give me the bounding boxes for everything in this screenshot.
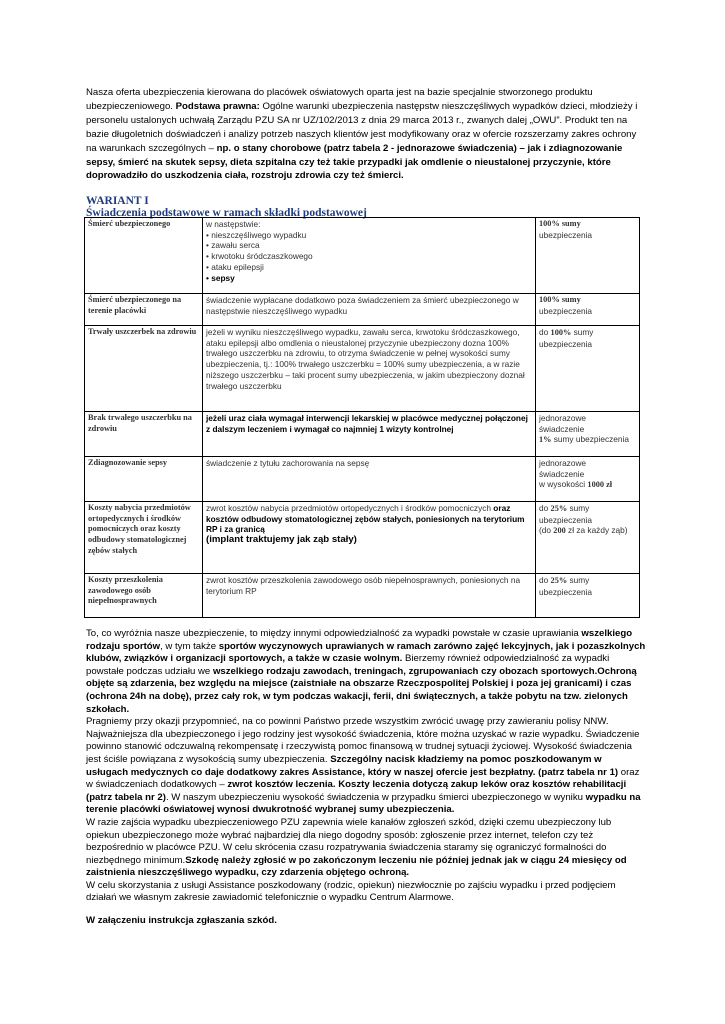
amount-value: 1000 zł: [587, 480, 613, 490]
table-row: [85, 574, 640, 618]
text: Pragniemy przy okazji przypomnieć, na co powinni Państwo przede wszystkim zwrócić uwagę przy zawieraniu polisy NNW. Najważniejsza dla ubezpieczonego i jego rodziny jest wysokość świadczenia, które można uzyskać w razie wypadku. Świadczenie powinno stanowić odczuwalną rekompensatę i rzeczywistą pomoc finansową w trudnej sytuacji życiowej. Wysokość świadczenia jest ściśle powiązana z wysokością sumy ubezpieczenia.: [86, 716, 640, 765]
text-bold: Szczególny nacisk kładziemy na pomoc poszkodowanym w usługach medycznych co daje dodatkowy zakres Assistance, który w naszej ofercie jest bezpłatny. (patrz tabela nr 1): [86, 753, 619, 778]
benefit-description: [203, 218, 536, 294]
outro-paragraph-3: [86, 817, 646, 880]
benefit-description: zwrot kosztów przeszkolenia zawodowego osób niepełnosprawnych, poniesionych na terytorium RP: [203, 574, 536, 618]
list-item: • nieszczęśliwego wypadku: [206, 229, 307, 240]
text: Bierzemy również odpowiedzialność za wypadki powstałe podczas udziału we: [86, 653, 610, 677]
benefit-name: Brak trwałego uszczerbku na zdrowiu: [85, 412, 203, 457]
amount-line: 100% sumy: [539, 295, 581, 304]
attachment-note: W załączeniu instrukcja zgłaszania szkód.: [86, 915, 277, 926]
benefit-amount: [536, 502, 640, 574]
amount-line: 100% sumy: [539, 219, 581, 228]
benefit-name: Koszty nabycia przedmiotów ortopedycznych i środków pomocniczych oraz koszty odbudowy stomatologicznej zębów stałych: [85, 502, 203, 574]
amount-text: do: [539, 503, 551, 513]
amount-value: 200: [553, 526, 566, 536]
amount-text: (do: [539, 525, 554, 536]
desc-intro: w następstwie:: [206, 219, 261, 229]
amount-line: świadczenie: [539, 423, 585, 434]
table-row: [85, 294, 640, 326]
amount-text: sumy ubezpieczenia: [551, 434, 629, 445]
amount-line: ubezpieczenia: [539, 586, 593, 597]
amount-line: [539, 525, 636, 537]
text: , w tym także: [160, 640, 219, 652]
benefit-amount: [536, 294, 640, 326]
amount-text: do: [539, 327, 551, 337]
amount-line: ubezpieczenia: [539, 305, 593, 316]
text: oraz w świadczeniach dodatkowych –: [86, 766, 640, 791]
desc-text: zwrot kosztów nabycia przedmiotów ortopedycznych i środków pomocniczych: [206, 503, 494, 513]
amount-value: 25%: [550, 504, 568, 513]
desc-text-bold: oraz kosztów odbudowy stomatologicznej zębów stałych, poniesionych na terytorium RP i za granicą: [206, 503, 525, 535]
benefit-description: świadczenie wypłacane dodatkowo poza świadczeniem za śmierć ubezpieczonego w następstwie nieszczęśliwego wypadku: [203, 294, 536, 326]
table-row: [85, 326, 640, 412]
amount-line: [539, 575, 636, 587]
list-item: • ataku epilepsji: [206, 261, 264, 272]
table-row: [85, 412, 640, 457]
amount-line: świadczenie: [539, 468, 585, 479]
amount-line: [539, 327, 636, 339]
amount-value: 100%: [550, 328, 572, 337]
amount-line: [539, 503, 636, 515]
amount-text: zł za każdy ząb): [565, 525, 628, 536]
amount-line: ubezpieczenia: [539, 338, 593, 349]
cause-list: [206, 230, 532, 284]
outro-paragraph-4: W celu skorzystania z usługi Assistance poszkodowany (rodzic, opiekun) niezwłocznie po zajściu wypadku i przed podjęciem działań we własnym zakresie zawiadomić telefonicznie o wypadku Centrum Alarmowe.: [86, 879, 616, 904]
list-item: • zawału serca: [206, 240, 260, 251]
intro-text: Nasza oferta ubezpieczenia kierowana do placówek oświatowych oparta jest na bazie specjalnie stworzonego produktu ubezpieczeniowego.: [86, 87, 593, 112]
table-row: [85, 502, 640, 574]
amount-text: w wysokości: [539, 479, 588, 490]
text-bold: Szkodę należy zgłosić w po zakończonym leczeniu nie później jednak jak w ciągu 24 miesięcy od zaistnienia nieszczęśliwego wypadku, czy zdarzenia objętego ochroną.: [86, 854, 627, 879]
amount-line: ubezpieczenia: [539, 229, 593, 240]
amount-value: 25%: [550, 576, 568, 585]
text: To, co wyróżnia nasze ubezpieczenie, to między innymi odpowiedzialność za wypadki powstałe w czasie uprawiania: [86, 628, 582, 639]
table-row: [85, 218, 640, 294]
intro-text-2: Ogólne warunki ubezpieczenia następstw nieszczęśliwych wypadków dzieci, młodzieży i personelu ustalonych uchwałą Zarządu PZU SA nr UZ/102/2013 z dnia 29 marca 2013 r., zwanych dalej „OWU”. Produkt ten na bazie długoletnich doświadczeń i analizy potrzeb naszych klientów jest modyfikowany oraz w ofercie rozszerzamy zakres ochrony na warunkach szczególnych –: [86, 100, 638, 154]
benefit-amount: [536, 326, 640, 412]
benefit-description: [203, 502, 536, 574]
amount-line: ubezpieczenia: [539, 514, 593, 525]
benefit-name: Zdiagnozowanie sepsy: [85, 457, 203, 502]
text-bold: Ochroną objęte są zdarzenia, bez względu na miejsce (zaistniałe na obszarze Rzeczpospolitej Polskiej i poza jej granicami) i czas (ochrona 24h na dobę), przez cały rok, w tym podczas wakacji, ferii, dni świątecznych, a także pobytu na tzw. zielonych szkołach.: [86, 665, 637, 715]
text-bold: zwrot kosztów leczenia. Koszty leczenia dotyczą zakup leków oraz kosztów rehabilitacji (patrz tabela nr 2): [86, 779, 627, 803]
outro-paragraph-2: [86, 716, 646, 817]
benefit-name: Śmierć ubezpieczonego: [85, 218, 203, 294]
amount-line: jednorazowe: [539, 458, 587, 468]
amount-line: jednorazowe: [539, 413, 587, 423]
benefit-description: [203, 412, 536, 457]
table-row: [85, 457, 640, 502]
amount-text: sumy: [571, 327, 594, 337]
list-item: • krwotoku śródczaszkowego: [206, 251, 313, 262]
amount-line: [539, 434, 636, 446]
benefit-amount: [536, 218, 640, 294]
desc-text: jeżeli uraz ciała wymagał interwencji lekarskiej w placówce medycznej połączonej z dalszym leczeniem i wymagał co najmniej 1 wizyty kontrolnej: [206, 413, 528, 434]
benefit-name: Koszty przeszkolenia zawodowego osób niepełnosprawnych: [85, 574, 203, 618]
benefit-amount: [536, 457, 640, 502]
variant-title: WARIANT I: [86, 195, 149, 207]
text-bold: wszelkiego rodzaju zawodach, treningach, zgrupowaniach czy obozach sportowych.: [212, 665, 598, 677]
benefit-amount: [536, 412, 640, 457]
intro-highlight: np. o stany chorobowe (patrz tabela 2 - jednorazowe świadczenia) – jak i zdiagnozowanie sepsy, śmierć na skutek sepsy, dieta szpitalna czy też takie przypadki jak omdlenie o nieustalonej przyczynie, które doprowadziło do uszkodzenia ciała, rozstroju zdrowia czy też śmierci.: [86, 142, 623, 182]
variant-subtitle: Świadczenia podstawowe w ramach składki podstawowej: [86, 207, 367, 219]
outro-section: [86, 628, 646, 905]
benefit-name: Trwały uszczerbek na zdrowiu: [85, 326, 203, 412]
intro-paragraph: [86, 86, 646, 183]
benefit-description: świadczenie z tytułu zachorowania na sepsę: [203, 457, 536, 502]
amount-text: sumy: [567, 575, 590, 585]
outro-paragraph-1: [86, 628, 646, 716]
list-item: • sepsy: [206, 272, 235, 283]
implant-note: (implant traktujemy jak ząb stały): [206, 534, 357, 546]
amount-text: do: [539, 575, 551, 585]
benefit-description: jeżeli w wyniku nieszczęśliwego wypadku, zawału serca, krwotoku śródczaszkowego, ataku epilepsji albo omdlenia o nieustalonej przyczynie ubezpieczony dozna 100% trwałego uszczerbku na zdrowiu, to otrzyma świadczenie w pełnej wysokości sumy ubezpieczenia, tj.: 100% trwałego uszczerbku = 100% sumy ubezpieczenia, a w razie niższego uszczerbku – taki procent sumy ubezpieczenia, w jakim ubezpieczony doznał trwałego uszczerbku: [203, 326, 536, 412]
text-bold: wypadku na terenie placówki oświatowej wynosi dwukrotność wybranej sumy ubezpieczenia.: [86, 791, 641, 816]
text-bold: wszelkiego rodzaju sportów: [86, 628, 633, 652]
amount-line: [539, 479, 636, 491]
benefits-table: [84, 217, 640, 618]
amount-text: sumy: [567, 503, 590, 513]
legal-basis-label: Podstawa prawna:: [175, 100, 260, 112]
text-bold: sportów wyczynowych uprawianych w ramach zarówno zajęć lekcyjnych, jak i pozaszkolnych klubów, związków i organizacji sportowych, a także w czasie wolnym.: [86, 640, 646, 665]
amount-value: 1%: [539, 435, 552, 445]
text: . W naszym ubezpieczeniu wysokość świadczenia w przypadku śmierci ubezpieczonego w wyniku: [165, 791, 586, 803]
benefit-name: Śmierć ubezpieczonego na terenie placówki: [85, 294, 203, 326]
benefit-amount: [536, 574, 640, 618]
text: W razie zajścia wypadku ubezpieczeniowego PZU zapewnia wiele kanałów zgłoszeń szkód, dzięki czemu ubezpieczony lub opiekun ubezpieczonego może wybrać najbardziej dla niego dogodny sposób: zgłoszenie przez internet, telefon czy też bezpośrednio w placówce PZU. W celu skrócenia czasu rozpatrywania świadczenia staramy się ograniczyć formalności do niezbędnego minimum.: [86, 816, 612, 866]
